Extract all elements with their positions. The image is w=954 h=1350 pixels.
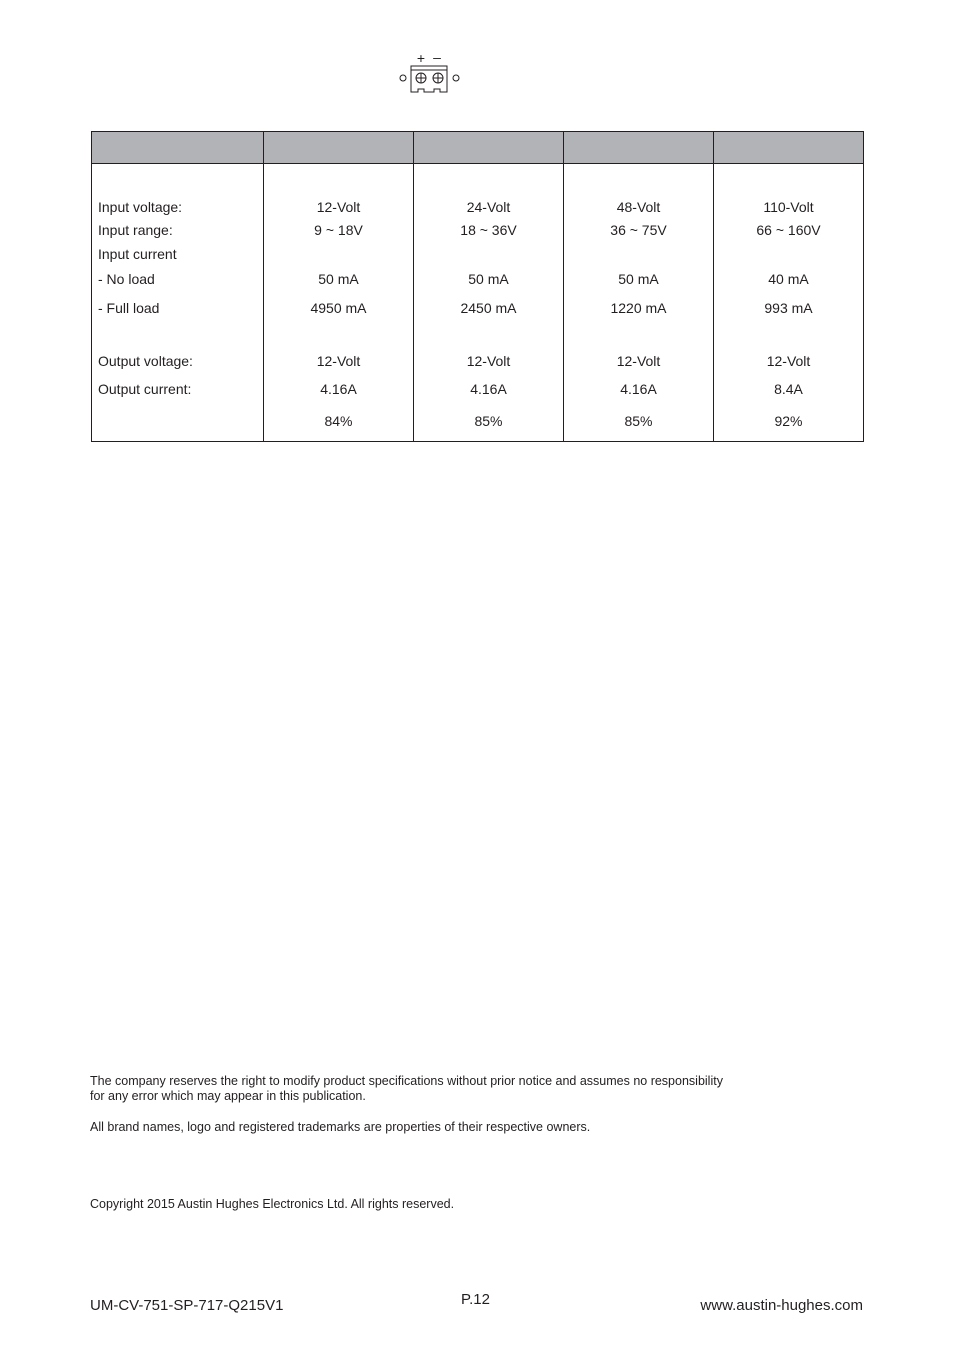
row-value: 4.16A [414,373,564,405]
row-label: Output current: [92,373,264,405]
row-value: 24-Volt [414,164,564,218]
table-row [92,373,864,405]
table-header-cell [92,132,264,164]
row-value: 2450 mA [414,291,564,349]
row-value: 12-Volt [264,349,414,373]
row-value: 85% [414,405,564,442]
website-link[interactable]: www.austin-hughes.com [700,1297,863,1314]
row-value: 12-Volt [564,349,714,373]
table-header-row [92,132,864,164]
row-label: Input voltage: [92,164,264,218]
row-value: 36 ~ 75V [564,218,714,242]
row-label: - Full load [92,291,264,349]
row-label: Input current [92,242,264,267]
row-value [714,242,864,267]
table-row [92,349,864,373]
page-number: P.12 [461,1291,490,1308]
disclaimer-line-1: The company reserves the right to modify product specifications without prior notice and assumes no responsibility [90,1074,723,1088]
row-value [414,242,564,267]
row-value: 12-Volt [264,164,414,218]
row-value: 9 ~ 18V [264,218,414,242]
disclaimer-note [90,1074,723,1104]
table-row [92,242,864,267]
row-value: 50 mA [264,267,414,291]
terminal-block-diagram [396,50,462,96]
row-value: 85% [564,405,714,442]
row-value: 110-Volt [714,164,864,218]
table-row [92,267,864,291]
document-code: UM-CV-751-SP-717-Q215V1 [90,1297,284,1314]
specification-table [91,131,864,442]
row-value: 8.4A [714,373,864,405]
row-value [264,242,414,267]
disclaimer-line-2: for any error which may appear in this publication. [90,1089,366,1103]
row-value: 1220 mA [564,291,714,349]
row-value: 4.16A [564,373,714,405]
table-header-cell [414,132,564,164]
row-value: 50 mA [564,267,714,291]
row-value: 48-Volt [564,164,714,218]
terminal-minus-label: – [433,50,441,65]
table-row [92,405,864,442]
row-value [564,242,714,267]
row-label: Input range: [92,218,264,242]
trademark-note: All brand names, logo and registered trademarks are properties of their respective owners. [90,1120,591,1134]
row-value: 50 mA [414,267,564,291]
table-header-cell [264,132,414,164]
row-value: 4950 mA [264,291,414,349]
row-value: 4.16A [264,373,414,405]
row-label: Output voltage: [92,349,264,373]
table-header-cell [564,132,714,164]
row-value: 12-Volt [414,349,564,373]
table-row [92,218,864,242]
mount-hole-left-icon [400,75,406,81]
row-value: 18 ~ 36V [414,218,564,242]
row-value: 84% [264,405,414,442]
row-value: 92% [714,405,864,442]
row-value: 12-Volt [714,349,864,373]
row-value: 66 ~ 160V [714,218,864,242]
row-value: 40 mA [714,267,864,291]
copyright-note: Copyright 2015 Austin Hughes Electronics Ltd. All rights reserved. [90,1197,455,1211]
table-row [92,164,864,218]
row-label: - No load [92,267,264,291]
row-label [92,405,264,442]
terminal-plus-label: + [416,50,426,66]
table-header-cell [714,132,864,164]
table-row [92,291,864,349]
mount-hole-right-icon [453,75,459,81]
row-value: 993 mA [714,291,864,349]
